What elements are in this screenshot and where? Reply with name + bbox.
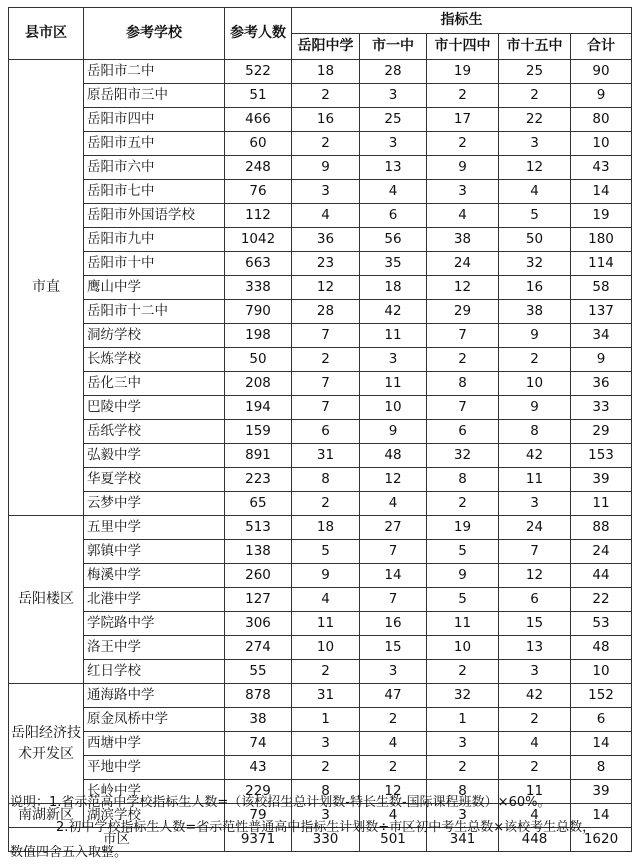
number-cell: 55 — [225, 660, 292, 684]
number-cell: 39 — [571, 468, 632, 492]
number-cell: 79 — [225, 804, 292, 828]
number-cell: 10 — [571, 132, 632, 156]
number-cell: 9 — [360, 420, 427, 444]
number-cell: 2 — [427, 492, 499, 516]
number-cell: 229 — [225, 780, 292, 804]
number-cell: 36 — [571, 372, 632, 396]
number-cell: 2 — [499, 348, 571, 372]
school-cell: 巴陵中学 — [84, 396, 225, 420]
quota-col-header: 市十四中 — [427, 34, 499, 60]
table-row — [9, 564, 632, 588]
school-cell: 平地中学 — [84, 756, 225, 780]
number-cell: 11 — [360, 372, 427, 396]
quota-group-header: 指标生 — [292, 8, 632, 34]
number-cell: 33 — [571, 396, 632, 420]
number-cell: 23 — [292, 252, 360, 276]
table-row — [9, 156, 632, 180]
examinees-header: 参考人数 — [225, 8, 292, 60]
number-cell: 5 — [427, 588, 499, 612]
number-cell: 27 — [360, 516, 427, 540]
number-cell: 152 — [571, 684, 632, 708]
number-cell: 522 — [225, 60, 292, 84]
number-cell: 35 — [360, 252, 427, 276]
number-cell: 1 — [292, 708, 360, 732]
number-cell: 43 — [225, 756, 292, 780]
number-cell: 8 — [292, 780, 360, 804]
number-cell: 2 — [499, 756, 571, 780]
number-cell: 2 — [499, 708, 571, 732]
number-cell: 18 — [360, 276, 427, 300]
table-body — [9, 60, 632, 852]
number-cell: 15 — [360, 636, 427, 660]
number-cell: 3 — [499, 492, 571, 516]
number-cell: 2 — [292, 84, 360, 108]
number-cell: 790 — [225, 300, 292, 324]
region-cell — [9, 684, 84, 804]
number-cell: 14 — [571, 180, 632, 204]
number-cell: 48 — [360, 444, 427, 468]
number-cell: 24 — [499, 516, 571, 540]
number-cell: 338 — [225, 276, 292, 300]
number-cell: 11 — [427, 612, 499, 636]
number-cell: 2 — [292, 492, 360, 516]
school-cell: 长炼学校 — [84, 348, 225, 372]
number-cell: 4 — [499, 804, 571, 828]
number-cell: 2 — [427, 84, 499, 108]
number-cell: 7 — [427, 324, 499, 348]
school-cell: 岳阳市十二中 — [84, 300, 225, 324]
number-cell: 5 — [292, 540, 360, 564]
number-cell: 9 — [292, 564, 360, 588]
number-cell: 8 — [571, 756, 632, 780]
number-cell: 159 — [225, 420, 292, 444]
number-cell: 31 — [292, 444, 360, 468]
number-cell: 51 — [225, 84, 292, 108]
school-cell: 云梦中学 — [84, 492, 225, 516]
table-row — [9, 468, 632, 492]
school-cell: 原岳阳市三中 — [84, 84, 225, 108]
table-row — [9, 348, 632, 372]
number-cell: 14 — [571, 804, 632, 828]
number-cell: 7 — [360, 540, 427, 564]
number-cell: 4 — [292, 588, 360, 612]
number-cell: 3 — [360, 660, 427, 684]
number-cell: 10 — [571, 660, 632, 684]
number-cell: 9 — [427, 156, 499, 180]
number-cell: 194 — [225, 396, 292, 420]
number-cell: 24 — [571, 540, 632, 564]
number-cell: 38 — [499, 300, 571, 324]
number-cell: 2 — [427, 132, 499, 156]
region-label: 岳阳经济技术开发区 — [11, 724, 81, 762]
number-cell: 29 — [571, 420, 632, 444]
school-cell: 洛王中学 — [84, 636, 225, 660]
number-cell: 138 — [225, 540, 292, 564]
number-cell: 65 — [225, 492, 292, 516]
number-cell: 112 — [225, 204, 292, 228]
school-cell: 岳阳市七中 — [84, 180, 225, 204]
number-cell: 153 — [571, 444, 632, 468]
number-cell: 6 — [571, 708, 632, 732]
number-cell: 208 — [225, 372, 292, 396]
school-cell: 通海路中学 — [84, 684, 225, 708]
number-cell: 3 — [292, 732, 360, 756]
number-cell: 28 — [292, 300, 360, 324]
total-value: 1620 — [571, 828, 632, 852]
number-cell: 42 — [360, 300, 427, 324]
number-cell: 10 — [427, 636, 499, 660]
school-cell: 梅溪中学 — [84, 564, 225, 588]
number-cell: 25 — [499, 60, 571, 84]
number-cell: 28 — [360, 60, 427, 84]
number-cell: 9 — [571, 84, 632, 108]
number-cell: 32 — [427, 684, 499, 708]
number-cell: 18 — [292, 60, 360, 84]
number-cell: 22 — [499, 108, 571, 132]
number-cell: 180 — [571, 228, 632, 252]
school-cell: 郭镇中学 — [84, 540, 225, 564]
table-row — [9, 636, 632, 660]
note-line: 数值四舍五入取整。 — [10, 845, 128, 860]
number-cell: 80 — [571, 108, 632, 132]
number-cell: 74 — [225, 732, 292, 756]
number-cell: 8 — [427, 372, 499, 396]
table-row — [9, 180, 632, 204]
quota-col-header: 岳阳中学 — [292, 34, 360, 60]
table-row — [9, 372, 632, 396]
number-cell: 9 — [499, 324, 571, 348]
school-cell: 鹰山中学 — [84, 276, 225, 300]
number-cell: 663 — [225, 252, 292, 276]
notes — [10, 790, 635, 865]
school-cell: 岳阳市四中 — [84, 108, 225, 132]
number-cell: 274 — [225, 636, 292, 660]
note-line: 说明：1.省示范高中学校指标生人数=（该校招生总计划数-特长生数-国际课程班数）×60%。 — [10, 795, 551, 810]
number-cell: 12 — [360, 780, 427, 804]
number-cell: 248 — [225, 156, 292, 180]
school-cell: 洞纺学校 — [84, 324, 225, 348]
region-label: 岳阳楼区 — [18, 591, 74, 607]
table-row — [9, 204, 632, 228]
number-cell: 9 — [499, 396, 571, 420]
number-cell: 48 — [571, 636, 632, 660]
school-cell: 岳阳市五中 — [84, 132, 225, 156]
table-row — [9, 324, 632, 348]
table-row — [9, 492, 632, 516]
number-cell: 2 — [427, 660, 499, 684]
number-cell: 7 — [427, 396, 499, 420]
number-cell: 56 — [360, 228, 427, 252]
number-cell: 2 — [292, 660, 360, 684]
number-cell: 32 — [499, 252, 571, 276]
number-cell: 2 — [292, 756, 360, 780]
number-cell: 2 — [427, 348, 499, 372]
table-row — [9, 252, 632, 276]
table-row — [9, 228, 632, 252]
number-cell: 6 — [427, 420, 499, 444]
number-cell: 12 — [292, 276, 360, 300]
number-cell: 10 — [499, 372, 571, 396]
region-header: 县市区 — [9, 8, 84, 60]
table-row — [9, 732, 632, 756]
number-cell: 11 — [571, 492, 632, 516]
table-row — [9, 516, 632, 540]
school-cell: 岳阳市九中 — [84, 228, 225, 252]
number-cell: 891 — [225, 444, 292, 468]
number-cell: 29 — [427, 300, 499, 324]
number-cell: 11 — [292, 612, 360, 636]
region-label: 市直 — [32, 279, 60, 295]
number-cell: 306 — [225, 612, 292, 636]
number-cell: 76 — [225, 180, 292, 204]
quota-table-container — [8, 7, 631, 852]
number-cell: 90 — [571, 60, 632, 84]
number-cell: 6 — [360, 204, 427, 228]
school-cell: 岳阳市外国语学校 — [84, 204, 225, 228]
number-cell: 88 — [571, 516, 632, 540]
number-cell: 878 — [225, 684, 292, 708]
number-cell: 9 — [292, 156, 360, 180]
school-cell: 长岭中学 — [84, 780, 225, 804]
school-cell: 西塘中学 — [84, 732, 225, 756]
number-cell: 466 — [225, 108, 292, 132]
number-cell: 260 — [225, 564, 292, 588]
total-value: 501 — [360, 828, 427, 852]
table-row — [9, 108, 632, 132]
number-cell: 39 — [571, 780, 632, 804]
number-cell: 32 — [427, 444, 499, 468]
region-cell — [9, 60, 84, 516]
number-cell: 12 — [499, 564, 571, 588]
number-cell: 11 — [499, 468, 571, 492]
school-cell: 北港中学 — [84, 588, 225, 612]
number-cell: 38 — [225, 708, 292, 732]
number-cell: 2 — [292, 348, 360, 372]
number-cell: 114 — [571, 252, 632, 276]
number-cell: 17 — [427, 108, 499, 132]
number-cell: 15 — [499, 612, 571, 636]
table-row — [9, 276, 632, 300]
total-value: 448 — [499, 828, 571, 852]
number-cell: 11 — [360, 324, 427, 348]
number-cell: 6 — [292, 420, 360, 444]
number-cell: 16 — [360, 612, 427, 636]
table-row — [9, 660, 632, 684]
number-cell: 14 — [571, 732, 632, 756]
quota-col-header: 市十五中 — [499, 34, 571, 60]
number-cell: 9 — [427, 564, 499, 588]
table-row — [9, 132, 632, 156]
number-cell: 58 — [571, 276, 632, 300]
number-cell: 5 — [427, 540, 499, 564]
number-cell: 31 — [292, 684, 360, 708]
number-cell: 1042 — [225, 228, 292, 252]
school-cell: 岳阳市六中 — [84, 156, 225, 180]
number-cell: 42 — [499, 684, 571, 708]
region-cell — [9, 516, 84, 684]
region-label: 南湖新区 — [18, 807, 74, 823]
number-cell: 14 — [360, 564, 427, 588]
number-cell: 50 — [225, 348, 292, 372]
number-cell: 13 — [360, 156, 427, 180]
number-cell: 3 — [427, 804, 499, 828]
number-cell: 3 — [427, 180, 499, 204]
number-cell: 8 — [427, 468, 499, 492]
number-cell: 12 — [360, 468, 427, 492]
number-cell: 44 — [571, 564, 632, 588]
total-value: 330 — [292, 828, 360, 852]
table-row — [9, 84, 632, 108]
number-cell: 3 — [292, 804, 360, 828]
table-row — [9, 60, 632, 84]
school-cell: 华夏学校 — [84, 468, 225, 492]
number-cell: 11 — [499, 780, 571, 804]
school-cell: 岳阳市二中 — [84, 60, 225, 84]
number-cell: 43 — [571, 156, 632, 180]
number-cell: 19 — [427, 60, 499, 84]
number-cell: 3 — [292, 180, 360, 204]
table-row — [9, 684, 632, 708]
number-cell: 22 — [571, 588, 632, 612]
table-row — [9, 396, 632, 420]
number-cell: 18 — [292, 516, 360, 540]
number-cell: 2 — [360, 708, 427, 732]
number-cell: 8 — [499, 420, 571, 444]
number-cell: 16 — [292, 108, 360, 132]
number-cell: 2 — [292, 132, 360, 156]
number-cell: 53 — [571, 612, 632, 636]
table-row — [9, 756, 632, 780]
school-cell: 弘毅中学 — [84, 444, 225, 468]
number-cell: 7 — [292, 324, 360, 348]
school-cell: 岳化三中 — [84, 372, 225, 396]
number-cell: 3 — [360, 84, 427, 108]
quota-table — [8, 7, 632, 852]
school-cell: 五里中学 — [84, 516, 225, 540]
total-label: 市区 — [9, 828, 225, 852]
number-cell: 137 — [571, 300, 632, 324]
number-cell: 2 — [499, 84, 571, 108]
number-cell: 3 — [427, 732, 499, 756]
number-cell: 4 — [360, 804, 427, 828]
number-cell: 5 — [499, 204, 571, 228]
number-cell: 12 — [499, 156, 571, 180]
table-row — [9, 540, 632, 564]
number-cell: 9 — [571, 348, 632, 372]
number-cell: 4 — [499, 180, 571, 204]
number-cell: 8 — [427, 780, 499, 804]
number-cell: 4 — [360, 180, 427, 204]
school-cell: 岳阳市十中 — [84, 252, 225, 276]
number-cell: 60 — [225, 132, 292, 156]
number-cell: 36 — [292, 228, 360, 252]
school-header: 参考学校 — [84, 8, 225, 60]
note-line: 2.初中学校指标生人数=省示范性普通高中指标生计划数÷市区初中考生总数×该校考生总数， — [56, 820, 596, 835]
number-cell: 198 — [225, 324, 292, 348]
school-cell: 红日学校 — [84, 660, 225, 684]
quota-col-header: 合计 — [571, 34, 632, 60]
total-value: 341 — [427, 828, 499, 852]
number-cell: 6 — [499, 588, 571, 612]
number-cell: 7 — [292, 372, 360, 396]
number-cell: 3 — [360, 132, 427, 156]
number-cell: 4 — [427, 204, 499, 228]
table-row — [9, 612, 632, 636]
number-cell: 8 — [292, 468, 360, 492]
number-cell: 42 — [499, 444, 571, 468]
number-cell: 223 — [225, 468, 292, 492]
number-cell: 19 — [571, 204, 632, 228]
number-cell: 4 — [499, 732, 571, 756]
number-cell: 3 — [360, 348, 427, 372]
quota-col-header: 市一中 — [360, 34, 427, 60]
number-cell: 7 — [360, 588, 427, 612]
table-row — [9, 300, 632, 324]
number-cell: 16 — [499, 276, 571, 300]
number-cell: 3 — [499, 660, 571, 684]
number-cell: 4 — [360, 492, 427, 516]
number-cell: 4 — [360, 732, 427, 756]
number-cell: 38 — [427, 228, 499, 252]
school-cell: 学院路中学 — [84, 612, 225, 636]
table-row — [9, 708, 632, 732]
number-cell: 10 — [292, 636, 360, 660]
number-cell: 12 — [427, 276, 499, 300]
number-cell: 513 — [225, 516, 292, 540]
table-row — [9, 444, 632, 468]
number-cell: 25 — [360, 108, 427, 132]
number-cell: 3 — [499, 132, 571, 156]
number-cell: 4 — [292, 204, 360, 228]
number-cell: 47 — [360, 684, 427, 708]
school-cell: 原金凤桥中学 — [84, 708, 225, 732]
school-cell: 湖滨学校 — [84, 804, 225, 828]
number-cell: 7 — [499, 540, 571, 564]
number-cell: 10 — [360, 396, 427, 420]
number-cell: 34 — [571, 324, 632, 348]
school-cell: 岳纸学校 — [84, 420, 225, 444]
table-row — [9, 588, 632, 612]
number-cell: 7 — [292, 396, 360, 420]
number-cell: 24 — [427, 252, 499, 276]
table-row — [9, 420, 632, 444]
number-cell: 2 — [427, 756, 499, 780]
number-cell: 1 — [427, 708, 499, 732]
number-cell: 2 — [360, 756, 427, 780]
number-cell: 13 — [499, 636, 571, 660]
number-cell: 50 — [499, 228, 571, 252]
number-cell: 19 — [427, 516, 499, 540]
number-cell: 127 — [225, 588, 292, 612]
total-value: 9371 — [225, 828, 292, 852]
